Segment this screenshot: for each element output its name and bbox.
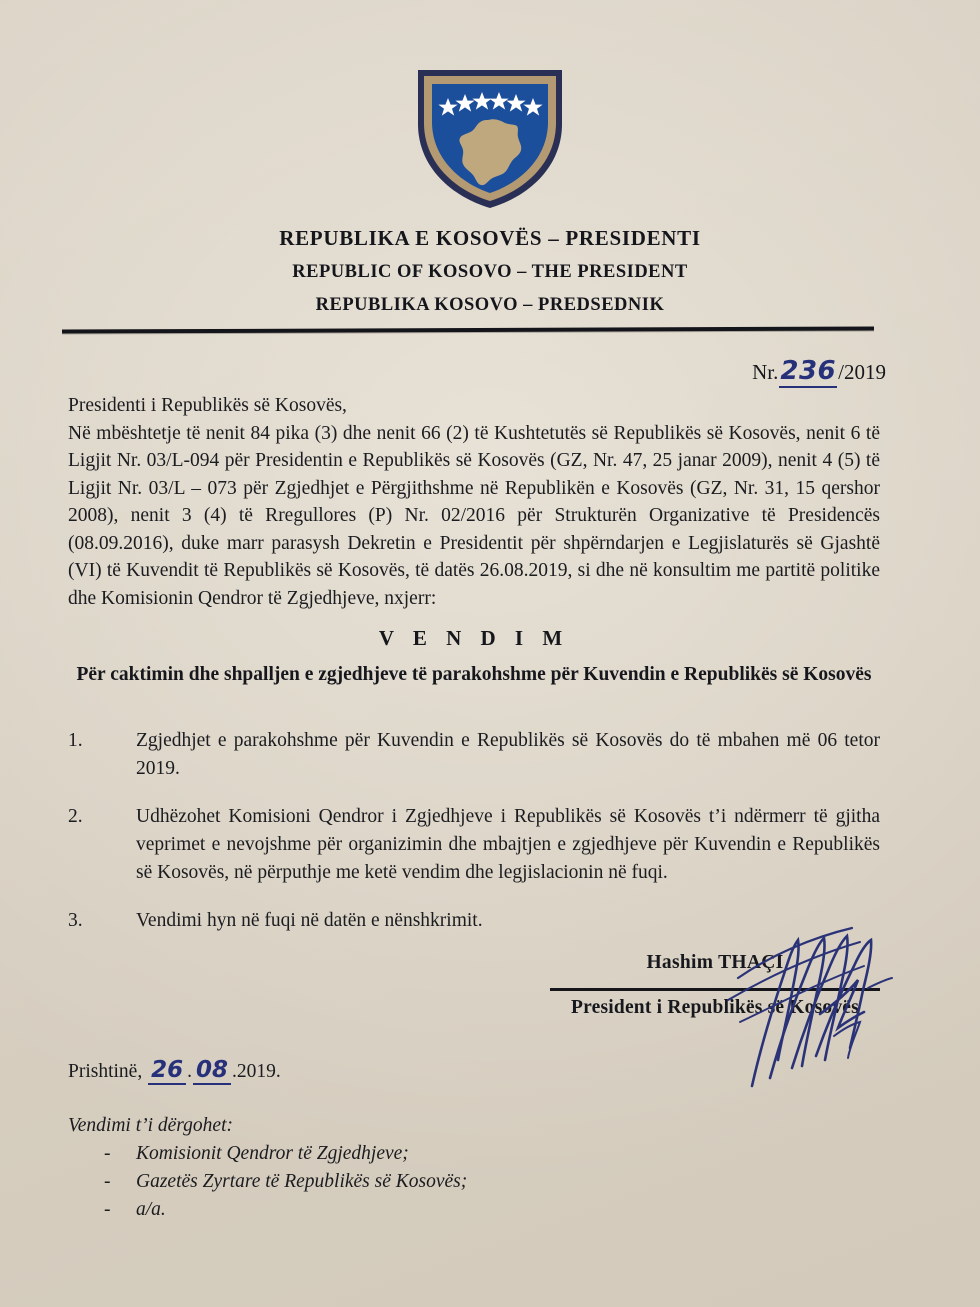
decision-item [68,907,880,935]
document-number-value: 236 [780,356,837,386]
distribution-dash: - [104,1199,111,1220]
distribution-list [68,1112,628,1224]
dateline-year: 2019. [236,1061,281,1082]
decision-item [68,727,880,783]
distribution-item [68,1196,628,1224]
distribution-item-text: a/a. [136,1199,166,1220]
signatory-role: President i Republikës së Kosovës [571,996,859,1018]
header-divider [62,326,874,333]
signatory-name: Hashim THAÇI [646,952,784,973]
dateline-day: 26 [148,1057,186,1085]
distribution-item [68,1168,628,1196]
document-body [68,392,880,612]
decision-item-text: Udhëzohet Komisioni Qendror i Zgjedhjeve i Republikës së Kosovës t’i ndërmerr të gjitha veprimet e nevojshme për organizimin dhe mbajtjen e zgjedhjeve për Kuvendin e Republikës së Kosovës, në përputhje me ketë vendim dhe legjislacionin në fuqi. [136,806,880,883]
decision-item-number: 2. [68,806,83,827]
body-salutation: Presidenti i Republikës së Kosovës, [68,395,347,416]
dateline-sep-1: . [187,1061,192,1082]
decision-items [68,727,880,955]
letterhead [0,228,980,314]
decision-heading [68,626,880,688]
distribution-dash: - [104,1171,111,1192]
distribution-title: Vendimi t’i dërgohet: [68,1115,233,1136]
decision-item-number: 3. [68,910,83,931]
signature-block [550,952,880,1019]
distribution-item [68,1140,628,1168]
signature-rule [550,988,880,991]
document-number-suffix: /2019 [838,360,886,384]
emblem-container [0,62,980,214]
document-number [752,356,886,386]
decision-title: V E N D I M [378,626,570,650]
distribution-dash: - [104,1143,111,1164]
decision-item-number: 1. [68,730,83,751]
dateline-month: 08 [193,1057,231,1085]
coat-of-arms-of-kosovo-icon [406,62,574,214]
decision-item [68,803,880,887]
letterhead-line-serbian: REPUBLIKA KOSOVO – PREDSEDNIK [315,294,665,315]
decision-subtitle: Për caktimin dhe shpalljen e zgjedhjeve të parakohshme për Kuvendin e Republikës së Kosovës [76,664,872,685]
decision-item-text: Zgjedhjet e parakohshme për Kuvendin e Republikës së Kosovës do të mbahen më 06 tetor 2019. [136,730,880,779]
letterhead-line-albanian: REPUBLIKA E KOSOVËS – PRESIDENTI [279,226,701,250]
dateline-place: Prishtinë, [68,1061,143,1082]
distribution-item-text: Gazetës Zyrtare të Republikës së Kosovës; [136,1171,468,1192]
decision-item-text: Vendimi hyn në fuqi në datën e nënshkrimit. [136,910,483,931]
distribution-item-text: Komisionit Qendror të Zgjedhjeve; [136,1143,409,1164]
document-number-prefix: Nr. [752,360,779,384]
dateline-sep-2: . [232,1061,237,1082]
body-preamble: Në mbështetje të nenit 84 pika (3) dhe nenit 66 (2) të Kushtetutës së Republikës së Kosovës, nenit 6 të Ligjit Nr. 03/L-094 për Presidentin e Republikës së Kosovës (GZ, Nr. 47, 25 janar 2009), nenit 4 (5) të Ligjit Nr. 03/L – 073 për Zgjedhjet e Përgjithshme në Republikën e Kosovës (GZ, Nr. 31, 15 qershor 2008), nenit 3 (4) të Rregullores (P) Nr. 02/2016 për Strukturën Organizative të Presidencës (08.09.2016), duke marr parasysh Dekretin e Presidentit për shpërndarjen e Legjislaturës së Gjashtë (VI) të Kuvendit të Republikës së Kosovës, të datës 26.08.2019, si dhe në konsultim me partitë politike dhe Komisionin Qendror të Zgjedhjeve, nxjerr: [68,422,880,609]
letterhead-line-english: REPUBLIC OF KOSOVO – THE PRESIDENT [292,262,688,282]
dateline [68,1057,281,1083]
